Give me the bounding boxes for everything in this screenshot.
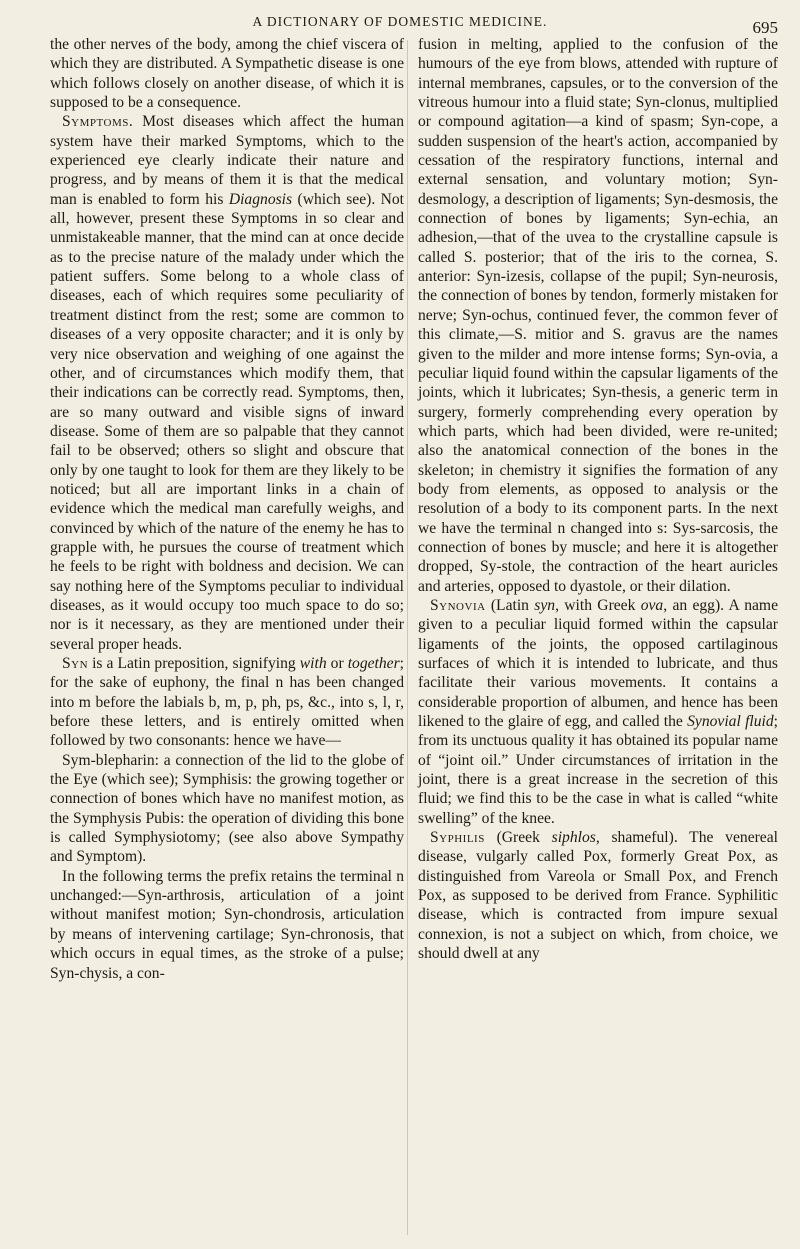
term-diagnosis: Diagnosis [228, 190, 293, 208]
entry-text: Most diseases which affect the human system have their marked Symptoms, which to the experienced eye clearly indicate their nature and progress, and by means of them it is that the medical man is enabled to form his [50, 113, 404, 208]
entry-text: , shameful). The venereal disease, vulgarly called Pox, formerly Great Pox, as distinguished from Vareola or Small Pox, and French Pox, as supposed to be derived from France. Syphilitic disease, which is contracted from impure sexual connexion, is not a subject on which, from choice, we should dwell at any [418, 829, 778, 963]
right-column [418, 35, 778, 964]
entry-text: is a Latin preposition, signifying [88, 655, 300, 672]
paragraph-symptoms [50, 112, 404, 654]
paragraph-synovia [418, 596, 778, 828]
left-column [50, 35, 404, 983]
entry-text: ; from its unctuous quality it has obtained its popular name of “joint oil.” Under circumstances of irritation in the joint, there is a great increase in the secretion of this fluid; we find this to be the case in what is called “white swelling” of the knee. [418, 713, 778, 827]
term-ova: ova [640, 596, 664, 614]
paragraph-symblepharin: Sym-blepharin: a connection of the lid to the globe of the Eye (which see); Symphisis: the growing together or connection of bones which have no manifest motion, as the Symphysis Pubis: the operation of dividing this bone is called Symphysiotomy; (see also above Sympathy and Symptom). [50, 751, 404, 866]
entry-head-syn: Syn [62, 655, 89, 672]
paragraph-syphilis [418, 828, 778, 963]
entry-text: (which see). Not all, however, present these Symptoms in so clear and unmistakeable manner, that the mind can at once decide as to the precise nature of the malady under which the patient suffers. Some belong to a whole class of diseases, each of which requires some peculiarity of treatment distinct from the rest; some are common to diseases of a very opposite character; and it is only by very nice observation and weighing of one against the other, and of circumstances which modify them, that their indications can be correctly read. Symptoms, then, are so many outward and visible signs of inward disease. Some of them are so palpable that they cannot fail to be observed; others so slight and obscure that only by one taught to look for them are they likely to be noticed; but all are important links in a chain of evidence which the medical man carefully weighs, and convinced by which of the nature of the enemy he has to grapple with, he pursues the course of treatment which he feels to be right with boldness and decision. We can say nothing here of the Symptoms peculiar to individual diseases, as it would occupy too much space to do so; nor is it necessary, as they are mentioned under their several proper heads. [50, 190, 405, 653]
term-siphlos: siphlos [551, 829, 596, 847]
paragraph-syn-terms-cont: fusion in melting, applied to the confusion of the humours of the eye from blows, attended with rupture of internal membranes, capsules, or to the conversion of the vitreous humour into a fluid state; Syn-clonus, multiplied or compound agitation—a kind of spasm; Syn-cope, a sudden suspension of the heart's action, accompanied by cessation of the respiratory functions, internal and external sensation, and voluntary motion; Syn-desmology, a description of ligaments; Syn-desmosis, the connection of bones by ligaments; Syn-echia, an adhesion,—that of the uvea to the crystalline capsule is called S. posterior; that of the iris to the cornea, S. anterior: Syn-izesis, collapse of the pupil; Syn-neurosis, the connection of bones by tendon, formerly mistaken for nerve; Syn-ochus, continued fever, the common fever of this climate,—S. mitior and S. gravus are the names given to the milder and more intense forms; Syn-ovia, a peculiar liquid found within the capsular ligaments of the joints, which it lubricates; Syn-thesis, a generic term in surgery, formerly comprehending every operation by which parts, which had been divided, were re-united; also the anatomical connection of the bones in the skeleton; in chemistry it signifies the formation of any body from elements, as opposed to analysis or the resolution of a body to its component parts. In the next we have the terminal n changed into s: Sys-sarcosis, the connection of bones by muscle; and here it is altogether dropped, Sy-stole, the contraction of the heart auricles and arteries, opposed to dyastole, or their dilation. [418, 36, 778, 595]
page-number: 695 [752, 18, 778, 37]
term-synovial-fluid: Synovial fluid [687, 713, 774, 731]
entry-text: (Greek [484, 829, 552, 847]
paragraph-sympathetic: the other nerves of the body, among the chief viscera of which they are distributed. A Sympathetic disease is one which follows closely on another disease, of which it is supposed to be a consequence. [50, 36, 404, 112]
term-syn: syn [534, 596, 556, 614]
entry-text: , with Greek [555, 596, 641, 614]
entry-head-syphilis: Syphilis [430, 829, 485, 847]
running-title: A DICTIONARY OF DOMESTIC MEDICINE. [252, 14, 548, 29]
entry-text: (Latin [485, 596, 535, 614]
entry-head-synovia: Synovia [430, 596, 486, 614]
column-divider [407, 40, 408, 1235]
term-with: with [299, 655, 327, 672]
paragraph-syn-terms: In the following terms the prefix retains the terminal n unchanged:—Syn-arthrosis, articulation of a joint without manifest motion; Syn-chondrosis, articulation by means of intervening cartilage; Syn-chronosis, that which occurs in equal times, as the stroke of a pulse; Syn-chysis, a con- [50, 867, 404, 982]
entry-head-symptoms: Symptoms. [62, 113, 134, 131]
term-together: together [347, 655, 400, 672]
entry-text: , an egg). A name given to a peculiar liquid formed within the capsular ligaments of the joints, the opposed cartilaginous surfaces of which it is intended to lubricate, and thus facilitate their various movements. It contains a considerable proportion of albumen, and hence has been likened to the glaire of egg, and called the [418, 596, 778, 731]
entry-text: or [326, 655, 348, 672]
paragraph-syn [50, 654, 404, 751]
entry-text: ; for the sake of euphony, the final n has been changed into m before the labials b, m, p, ph, ps, &c., into s, l, r, before these letters, and is entirely omitted when followed by two consonants: hence we have— [50, 655, 404, 750]
